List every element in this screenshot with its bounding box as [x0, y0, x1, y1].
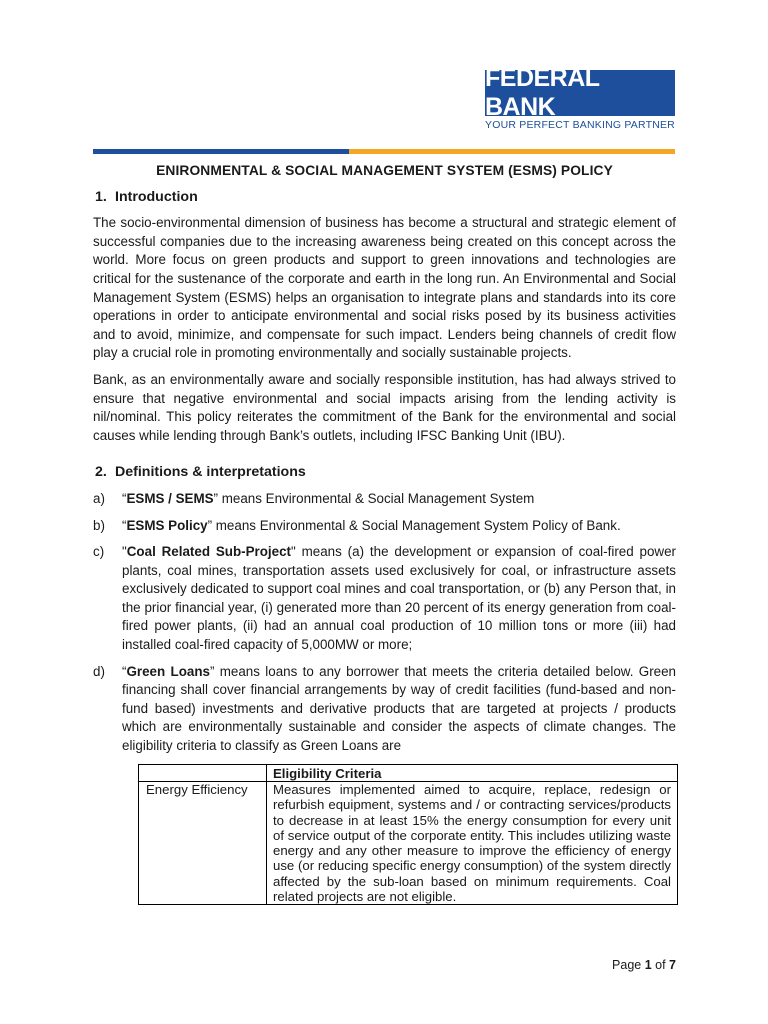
definition-text: means Environmental & Social Management System — [218, 490, 535, 506]
definition-term: Coal Related Sub-Project — [126, 544, 292, 560]
table-header-category — [139, 764, 267, 781]
quote-mark: " — [291, 544, 296, 560]
list-marker: a) — [93, 490, 105, 506]
table-row — [139, 781, 678, 904]
section-heading-introduction — [93, 188, 676, 207]
page-total: 7 — [669, 958, 676, 972]
logo-wordmark: FEDERAL BANK — [485, 70, 675, 116]
section-number: 2. — [95, 464, 107, 481]
definition-term: Green Loans — [126, 663, 210, 679]
quote-mark: “ — [122, 517, 127, 533]
quote-mark: “ — [122, 663, 127, 679]
section-number: 1. — [95, 188, 107, 205]
definitions-list — [93, 490, 676, 756]
intro-paragraph-2: Bank, as an environmentally aware and socially responsible institution, has had always strived to ensure that negative environmental and social impacts arising from the lending activity is nil/nominal. This policy reiterates the commitment of the Bank for the environmental and social causes while lending through Bank’s outlets, including IFSC Banking Unit (IBU). — [93, 371, 676, 443]
document-body — [93, 162, 676, 905]
quote-mark: “ — [122, 490, 127, 506]
table-header-criteria: Eligibility Criteria — [267, 764, 678, 781]
logo-tagline: YOUR PERFECT BANKING PARTNER — [485, 119, 675, 131]
section-heading-definitions — [93, 463, 676, 482]
document-title: ENIRONMENTAL & SOCIAL MANAGEMENT SYSTEM (ESMS) POLICY — [156, 163, 613, 178]
list-marker: d) — [93, 663, 105, 679]
definition-coal-related-sub-project — [93, 543, 676, 655]
definition-text: means (a) the development or expansion of coal-fired power plants, coal mines, transportation assets used exclusively for coal, or infrastructure assets exclusively dedicated to support coal mines and coal transportation, or (b) any Person that, in the prior financial year, (i) generated more than 20 percent of its energy generation from coal-fired power plants, (ii) had an annual coal production of 10 million tons or more (iii) had installed coal-fired capacity of 5,000MW or more; — [122, 544, 676, 653]
header-rule — [93, 149, 675, 154]
eligibility-criteria-table — [138, 764, 678, 906]
quote-mark: ” — [209, 663, 215, 679]
list-marker: c) — [93, 544, 105, 560]
page-current: 1 — [644, 958, 652, 972]
page-label: Page — [612, 958, 645, 972]
quote-mark: " — [122, 544, 127, 560]
definition-esms-policy — [93, 517, 676, 536]
quote-mark: ” — [213, 490, 218, 506]
definition-text: means loans to any borrower that meets the criteria detailed below. Green financing shall cover financial arrangements by way of credit facilities (fund-based and non-fund based) investments and derivative products that are targeted at projects / products which are environmentally sustainable and consider the aspects of climate changes. The eligibility criteria to classify as Green Loans are — [122, 663, 676, 754]
section-title: Introduction — [115, 188, 198, 205]
definition-text: means Environmental & Social Management System Policy of Bank. — [212, 517, 621, 533]
table-cell-category: Energy Efficiency — [139, 781, 267, 904]
table-cell-criteria: Measures implemented aimed to acquire, replace, redesign or refurbish equipment, systems and / or contracting services/products to decrease in at least 15% the energy consumption for every unit of service output of the corporate entity. This includes utilizing waste energy and any other measure to improve the efficiency of energy use (or reducing specific energy consumption) of the system directly affected by the sub-loan based on minimum requirements. Coal related projects are not eligible. — [267, 781, 678, 904]
list-marker: b) — [93, 517, 105, 533]
section-title: Definitions & interpretations — [115, 464, 306, 481]
table-header-row — [139, 764, 678, 781]
page-of-label: of — [651, 958, 670, 972]
intro-paragraph-1: The socio-environmental dimension of business has become a structural and strategic element of successful companies due to the increasing awareness being created on this concept across the world. More focus on green products and support to green innovations and technologies are critical for the sustenance of the corporate and earth in the long run. An Environmental and Social Management System (ESMS) helps an organisation to integrate plans and standards into its core operations in order to anticipate environmental and social risks posed by its business activities and to avoid, minimize, and compensate for such impact. Lenders being channels of credit flow play a crucial role in promoting environmentally and socially sustainable projects. — [93, 215, 676, 361]
definition-term: ESMS Policy — [126, 517, 208, 533]
definition-esms — [93, 490, 676, 509]
quote-mark: ” — [207, 517, 213, 533]
definition-green-loans — [93, 663, 676, 756]
federal-bank-logo — [485, 64, 675, 134]
definition-term: ESMS / SEMS — [126, 490, 214, 506]
page-number — [612, 958, 676, 972]
